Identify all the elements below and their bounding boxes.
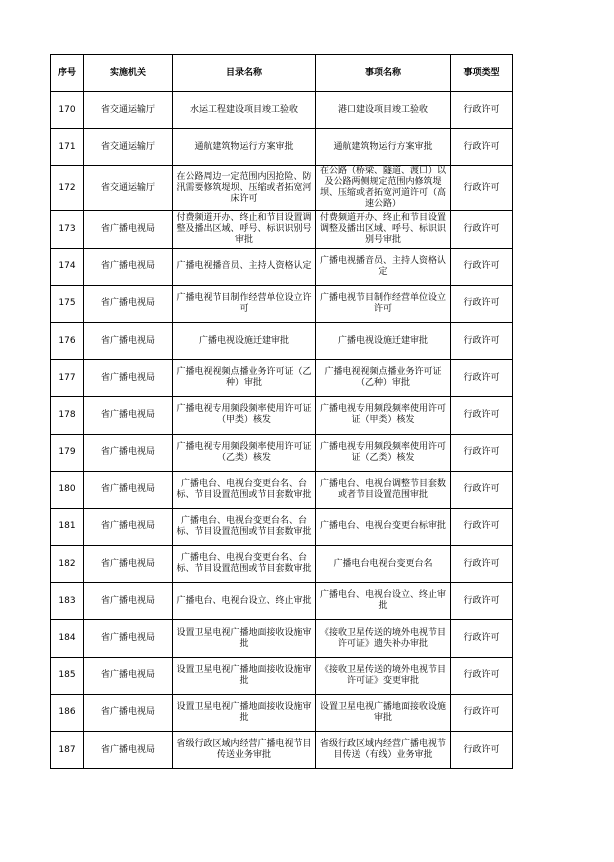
cell-no: 178 [51,397,84,434]
cell-no: 171 [51,129,84,166]
cell-catalog: 广播电台、电视台变更台名、台标、节目设置范围或节目套数审批 [173,546,316,583]
cell-catalog: 广播电视专用频段频率使用许可证（甲类）核发 [173,397,316,434]
cell-agency: 省交通运输厅 [84,92,173,129]
cell-agency: 省交通运输厅 [84,129,173,166]
cell-item: 通航建筑物运行方案审批 [316,129,451,166]
cell-no: 186 [51,694,84,731]
cell-agency: 省广播电视局 [84,397,173,434]
cell-agency: 省广播电视局 [84,285,173,322]
cell-item: 广播电台、电视台变更台标审批 [316,508,451,545]
cell-item: 省级行政区域内经营广播电视节目传送（有线）业务审批 [316,732,451,769]
cell-agency: 省广播电视局 [84,694,173,731]
cell-type: 行政许可 [451,322,513,359]
cell-type: 行政许可 [451,471,513,508]
cell-agency: 省广播电视局 [84,471,173,508]
cell-type: 行政许可 [451,397,513,434]
cell-agency: 省广播电视局 [84,322,173,359]
table-row [51,285,513,322]
cell-item: 广播电台、电视台设立、终止审批 [316,583,451,620]
table-row [51,620,513,657]
table-row [51,322,513,359]
cell-no: 185 [51,657,84,694]
table-row [51,248,513,285]
cell-type: 行政许可 [451,434,513,471]
table-row [51,434,513,471]
cell-no: 180 [51,471,84,508]
cell-catalog: 省级行政区域内经营广播电视节目传送业务审批 [173,732,316,769]
cell-type: 行政许可 [451,657,513,694]
cell-no: 174 [51,248,84,285]
cell-no: 173 [51,211,84,248]
cell-item: 广播电视专用频段频率使用许可证（甲类）核发 [316,397,451,434]
cell-type: 行政许可 [451,92,513,129]
cell-no: 187 [51,732,84,769]
cell-item: 付费频道开办、终止和节目设置调整及播出区域、呼号、标识识别号审批 [316,211,451,248]
cell-agency: 省广播电视局 [84,508,173,545]
cell-catalog: 广播电台、电视台变更台名、台标、节目设置范围或节目套数审批 [173,508,316,545]
cell-item: 港口建设项目竣工验收 [316,92,451,129]
cell-item: 《接收卫星传送的境外电视节目许可证》遗失补办审批 [316,620,451,657]
cell-catalog: 水运工程建设项目竣工验收 [173,92,316,129]
table-row [51,360,513,397]
header-type: 事项类型 [451,55,513,92]
cell-no: 183 [51,583,84,620]
cell-agency: 省广播电视局 [84,583,173,620]
cell-agency: 省广播电视局 [84,546,173,583]
cell-no: 172 [51,166,84,211]
cell-agency: 省广播电视局 [84,248,173,285]
cell-type: 行政许可 [451,360,513,397]
table-row [51,129,513,166]
cell-catalog: 广播电台、电视台变更台名、台标、节目设置范围或节目套数审批 [173,471,316,508]
header-agency: 实施机关 [84,55,173,92]
cell-catalog: 广播电视节目制作经营单位设立许可 [173,285,316,322]
items-table [50,54,513,769]
cell-agency: 省广播电视局 [84,620,173,657]
table-row [51,546,513,583]
cell-catalog: 广播电台、电视台设立、终止审批 [173,583,316,620]
table-row [51,397,513,434]
table-header-row [51,55,513,92]
cell-agency: 省交通运输厅 [84,166,173,211]
cell-no: 181 [51,508,84,545]
cell-no: 175 [51,285,84,322]
cell-no: 184 [51,620,84,657]
table-row [51,92,513,129]
cell-type: 行政许可 [451,129,513,166]
table-row [51,732,513,769]
cell-agency: 省广播电视局 [84,360,173,397]
cell-item: 广播电视专用频段频率使用许可证（乙类）核发 [316,434,451,471]
table-row [51,471,513,508]
cell-item: 广播电视节目制作经营单位设立许可 [316,285,451,322]
cell-item: 广播电台、电视台调整节目套数或者节目设置范围审批 [316,471,451,508]
cell-no: 177 [51,360,84,397]
cell-catalog: 广播电视视频点播业务许可证（乙种）审批 [173,360,316,397]
cell-type: 行政许可 [451,694,513,731]
table-row [51,657,513,694]
cell-type: 行政许可 [451,248,513,285]
cell-type: 行政许可 [451,620,513,657]
cell-type: 行政许可 [451,583,513,620]
cell-type: 行政许可 [451,732,513,769]
cell-agency: 省广播电视局 [84,434,173,471]
cell-agency: 省广播电视局 [84,211,173,248]
cell-agency: 省广播电视局 [84,732,173,769]
cell-type: 行政许可 [451,285,513,322]
cell-catalog: 广播电视设施迁建审批 [173,322,316,359]
cell-no: 182 [51,546,84,583]
cell-type: 行政许可 [451,166,513,211]
cell-no: 179 [51,434,84,471]
cell-catalog: 在公路周边一定范围内因抢险、防汛需要修筑堤坝、压缩或者拓宽河床许可 [173,166,316,211]
header-catalog: 目录名称 [173,55,316,92]
cell-catalog: 付费频道开办、终止和节目设置调整及播出区域、呼号、标识识别号审批 [173,211,316,248]
cell-item: 在公路（桥梁、隧道、渡口）以及公路两侧规定范围内修筑堤坝、压缩或者拓宽河道许可（高速公路） [316,166,451,211]
cell-item: 广播电视视频点播业务许可证（乙种）审批 [316,360,451,397]
cell-item: 设置卫星电视广播地面接收设施审批 [316,694,451,731]
cell-agency: 省广播电视局 [84,657,173,694]
table-row [51,583,513,620]
cell-no: 176 [51,322,84,359]
table-row [51,166,513,211]
cell-no: 170 [51,92,84,129]
table-row [51,211,513,248]
cell-catalog: 广播电视播音员、主持人资格认定 [173,248,316,285]
cell-catalog: 设置卫星电视广播地面接收设施审批 [173,657,316,694]
header-no: 序号 [51,55,84,92]
cell-catalog: 设置卫星电视广播地面接收设施审批 [173,620,316,657]
cell-catalog: 设置卫星电视广播地面接收设施审批 [173,694,316,731]
cell-type: 行政许可 [451,508,513,545]
cell-item: 广播电视播音员、主持人资格认定 [316,248,451,285]
cell-type: 行政许可 [451,546,513,583]
cell-item: 广播电视设施迁建审批 [316,322,451,359]
header-item: 事项名称 [316,55,451,92]
cell-type: 行政许可 [451,211,513,248]
cell-catalog: 广播电视专用频段频率使用许可证（乙类）核发 [173,434,316,471]
table-row [51,508,513,545]
table-row [51,694,513,731]
cell-catalog: 通航建筑物运行方案审批 [173,129,316,166]
cell-item: 《接收卫星传送的境外电视节目许可证》变更审批 [316,657,451,694]
cell-item: 广播电台电视台变更台名 [316,546,451,583]
